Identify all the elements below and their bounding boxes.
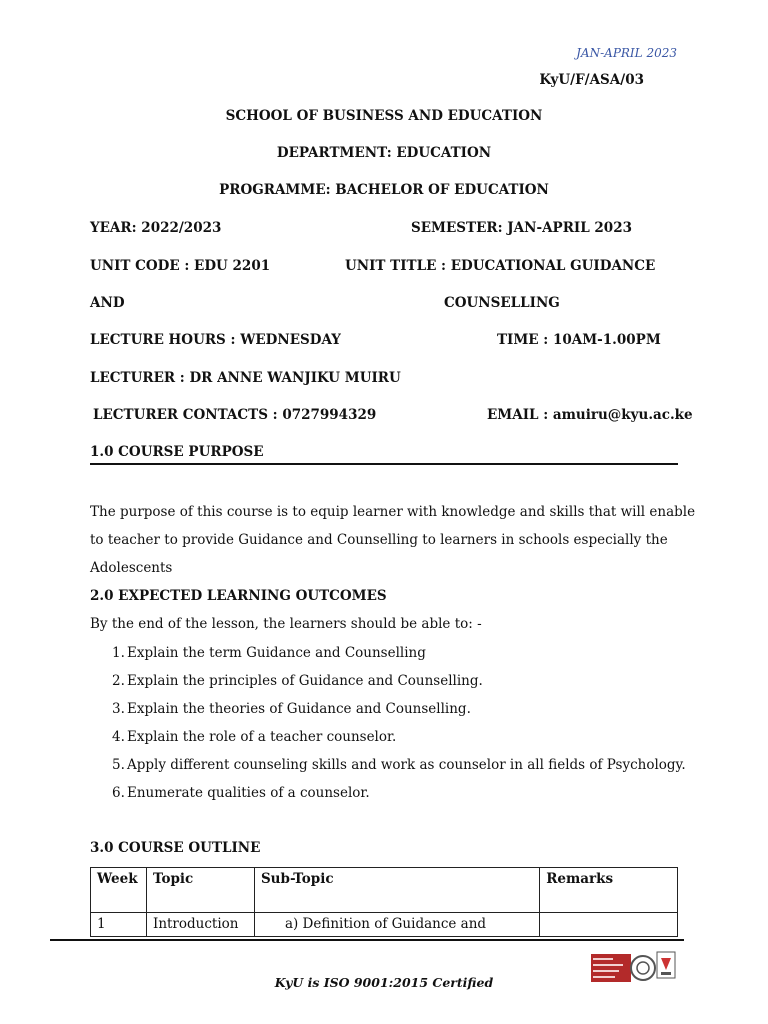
purpose-line-3: Adolescents [90, 560, 173, 576]
course-purpose-heading: 1.0 COURSE PURPOSE [90, 444, 264, 460]
cell-topic: Introduction [146, 913, 254, 937]
column-header-subtopic: Sub-Topic [254, 868, 539, 913]
list-item [112, 783, 686, 811]
lecture-hours-label: LECTURE HOURS : WEDNESDAY [90, 332, 341, 348]
department-title: DEPARTMENT: EDUCATION [276, 145, 492, 161]
list-text: Explain the term Guidance and Counselling [127, 645, 426, 661]
list-number: 1. [112, 645, 125, 661]
column-header-topic: Topic [146, 868, 254, 913]
list-text: Explain the theories of Guidance and Counselling. [127, 701, 471, 717]
cell-subtopic: a) Definition of Guidance and [254, 913, 539, 937]
learning-outcomes-intro: By the end of the lesson, the learners should be able to: - [90, 616, 482, 632]
semester-label: SEMESTER: JAN-APRIL 2023 [411, 220, 632, 236]
document-code: KyU/F/ASA/03 [539, 72, 644, 88]
time-label: TIME : 10AM-1.00PM [497, 332, 661, 348]
footer-certification: KyU is ISO 9001:2015 Certified [274, 975, 494, 990]
list-text: Enumerate qualities of a counselor. [127, 785, 370, 801]
list-number: 5. [112, 757, 125, 773]
list-text: Explain the role of a teacher counselor. [127, 729, 397, 745]
course-outline-table [90, 867, 678, 937]
list-number: 6. [112, 785, 125, 801]
programme-title: PROGRAMME: BACHELOR OF EDUCATION [219, 182, 549, 198]
footer-divider [50, 939, 684, 941]
list-item [112, 727, 686, 755]
cell-week: 1 [91, 913, 147, 937]
list-number: 4. [112, 729, 125, 745]
school-title: SCHOOL OF BUSINESS AND EDUCATION [225, 108, 543, 124]
cell-remarks [540, 913, 678, 937]
course-outline-heading: 3.0 COURSE OUTLINE [90, 840, 261, 856]
unit-title-and: AND [90, 295, 125, 311]
term-label: JAN-APRIL 2023 [576, 46, 677, 60]
table-header-row [91, 868, 678, 913]
list-item [112, 671, 686, 699]
list-text: Apply different counseling skills and work as counselor in all fields of Psychology. [127, 757, 686, 773]
list-text: Explain the principles of Guidance and Counselling. [127, 673, 483, 689]
column-header-week: Week [91, 868, 147, 913]
list-item [112, 643, 686, 671]
purpose-line-1: The purpose of this course is to equip learner with knowledge and skills that will enable [90, 504, 696, 520]
list-number: 3. [112, 701, 125, 717]
lecturer-label: LECTURER : DR ANNE WANJIKU MUIRU [90, 370, 401, 386]
unit-title-label: UNIT TITLE : EDUCATIONAL GUIDANCE [345, 258, 656, 274]
list-number: 2. [112, 673, 125, 689]
table-row [91, 913, 678, 937]
purpose-line-2: to teacher to provide Guidance and Counselling to learners in schools especially the [90, 532, 668, 548]
heading-underline [90, 463, 678, 465]
unit-code-label: UNIT CODE : EDU 2201 [90, 258, 271, 274]
lecturer-contacts-label: LECTURER CONTACTS : 0727994329 [93, 407, 377, 423]
column-header-remarks: Remarks [540, 868, 678, 913]
year-label: YEAR: 2022/2023 [90, 220, 222, 236]
learning-outcomes-heading: 2.0 EXPECTED LEARNING OUTCOMES [90, 588, 387, 604]
unit-title-continued: COUNSELLING [444, 295, 560, 311]
list-item [112, 699, 686, 727]
list-item [112, 755, 686, 783]
email-label: EMAIL : amuiru@kyu.ac.ke [487, 407, 693, 423]
learning-outcomes-list [112, 643, 686, 811]
